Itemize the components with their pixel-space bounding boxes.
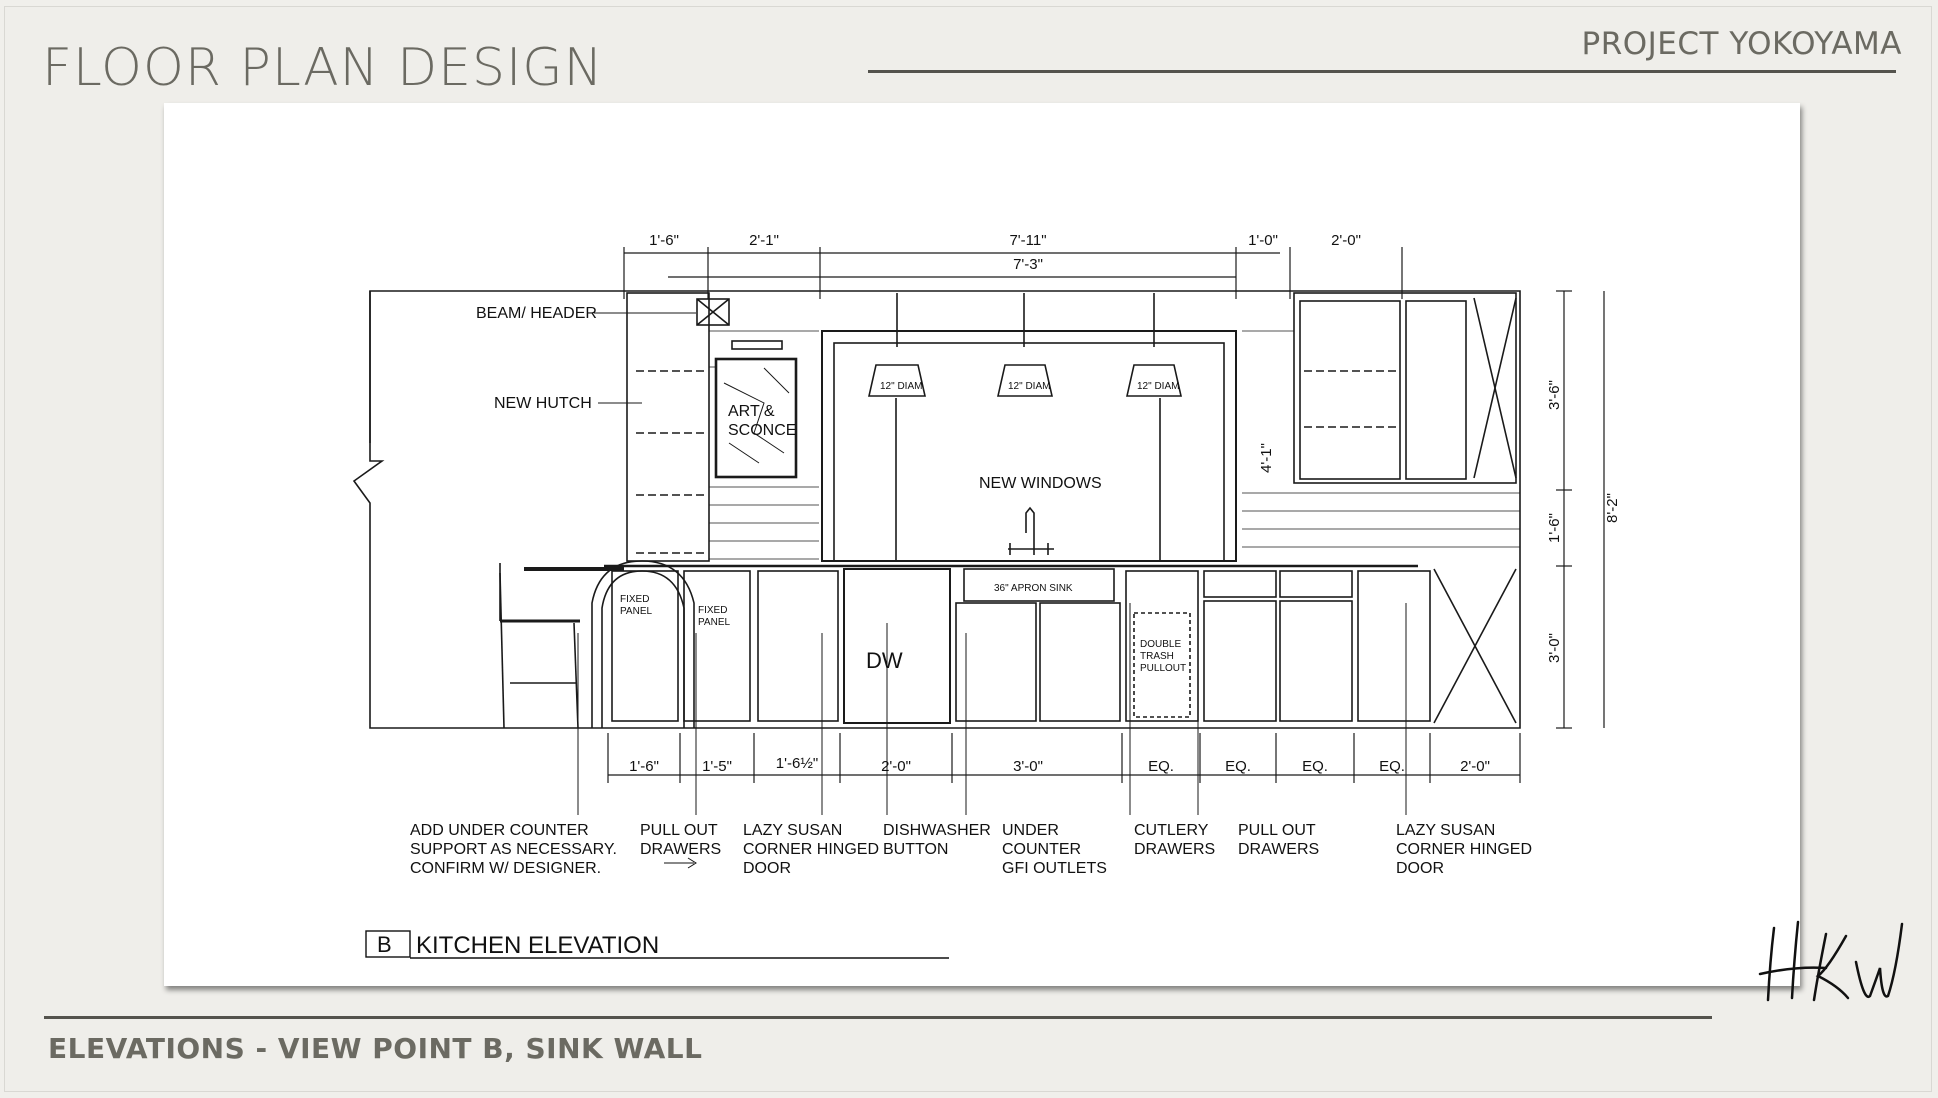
label-fixed-panel-1b: PANEL: [620, 606, 653, 617]
callout-pullout-drawers: [640, 822, 721, 868]
dim-top-2: 2'-1": [749, 232, 779, 249]
svg-text:CONFIRM W/ DESIGNER.: CONFIRM W/ DESIGNER.: [410, 860, 602, 877]
svg-text:CUTLERY: CUTLERY: [1134, 822, 1209, 839]
callout-leaders: [578, 313, 1406, 815]
callout-gfi-outlets: [1002, 822, 1107, 877]
svg-text:DISHWASHER: DISHWASHER: [883, 822, 991, 839]
tile-backsplash-right: [1242, 331, 1520, 547]
right-dimension-lines: [1556, 291, 1604, 728]
svg-text:PULL OUT: PULL OUT: [640, 822, 718, 839]
sconce: [732, 341, 782, 349]
hutch: [627, 293, 709, 561]
dim-bottom-5: 3'-0": [1013, 758, 1043, 775]
callout-dishwasher-button: [883, 822, 991, 858]
upper-cabinets: [1294, 293, 1516, 483]
svg-text:PULL OUT: PULL OUT: [1238, 822, 1316, 839]
svg-text:LAZY SUSAN: LAZY SUSAN: [1396, 822, 1496, 839]
label-dishwasher: DW: [866, 648, 903, 673]
label-beam-header: BEAM/ HEADER: [476, 305, 597, 322]
callout-support: [410, 822, 617, 877]
callout-pullout-drawers-right: [1238, 822, 1319, 858]
svg-text:LAZY SUSAN: LAZY SUSAN: [743, 822, 843, 839]
dim-bottom-9: EQ.: [1379, 758, 1405, 775]
page-title: FLOOR PLAN DESIGN: [42, 38, 604, 98]
drawing-sheet: [164, 103, 1800, 986]
header-divider: [868, 70, 1896, 73]
dim-top-5: 1'-0": [1248, 232, 1278, 249]
svg-text:UNDER: UNDER: [1002, 822, 1059, 839]
dim-bottom-4: 2'-0": [881, 758, 911, 775]
callout-lazy-susan-left: [743, 822, 879, 877]
dim-window-height: 4'-1": [1258, 443, 1275, 473]
label-art: ART &: [728, 403, 775, 420]
drawing-tag: B: [377, 932, 392, 957]
svg-text:DRAWERS: DRAWERS: [640, 841, 722, 858]
lazy-susan-cabinet: [758, 571, 838, 721]
cutlery-drawer: [1204, 571, 1276, 597]
svg-text:DRAWERS: DRAWERS: [1134, 841, 1216, 858]
upper-cabinet-door: [1406, 301, 1466, 479]
svg-text:BUTTON: BUTTON: [883, 841, 949, 858]
footer-divider: [44, 1016, 1712, 1019]
label-fixed-panel-2b: PANEL: [698, 617, 731, 628]
dim-right-3: 3'-0": [1546, 633, 1563, 663]
wall-outline: [354, 291, 1520, 728]
svg-text:CORNER HINGED: CORNER HINGED: [743, 841, 880, 858]
dim-right-1: 3'-6": [1546, 380, 1563, 410]
svg-text:DOOR: DOOR: [1396, 860, 1444, 877]
svg-text:ADD UNDER COUNTER: ADD UNDER COUNTER: [410, 822, 589, 839]
dim-bottom-7: EQ.: [1225, 758, 1251, 775]
svg-text:COUNTER: COUNTER: [1002, 841, 1082, 858]
label-pendant-size: 12" DIAM: [1008, 381, 1051, 392]
dim-bottom-10: 2'-0": [1460, 758, 1490, 775]
svg-text:GFI OUTLETS: GFI OUTLETS: [1002, 860, 1107, 877]
callout-lazy-susan-right: [1396, 822, 1532, 877]
label-new-windows: NEW WINDOWS: [979, 475, 1102, 492]
svg-text:SUPPORT AS NECESSARY.: SUPPORT AS NECESSARY.: [410, 841, 617, 858]
dim-top-6: 2'-0": [1331, 232, 1361, 249]
dim-bottom-6: EQ.: [1148, 758, 1174, 775]
dim-right-2: 1'-6": [1546, 513, 1563, 543]
bar-stool: [500, 563, 580, 728]
lazy-susan-cabinet-right: [1358, 571, 1430, 721]
svg-text:DOOR: DOOR: [743, 860, 791, 877]
faucet: [1008, 508, 1054, 555]
label-fixed-panel-2a: FIXED: [698, 605, 728, 616]
dim-bottom-3: 1'-6½": [775, 755, 819, 772]
project-title: PROJECT YOKOYAMA: [1581, 26, 1902, 62]
dim-bottom-8: EQ.: [1302, 758, 1328, 775]
pullout-drawer: [1280, 601, 1352, 721]
dim-bottom-2: 1'-5": [702, 758, 732, 775]
label-new-hutch: NEW HUTCH: [494, 395, 592, 412]
kitchen-elevation-drawing: [164, 103, 1800, 986]
drawing-title: KITCHEN ELEVATION: [416, 932, 660, 959]
label-sconce: SCONCE: [728, 422, 797, 439]
label-pendant-size: 12" DIAM: [880, 381, 923, 392]
dim-top-3: 7'-11": [1009, 232, 1047, 249]
dim-bottom-1: 1'-6": [629, 758, 659, 775]
svg-text:CORNER HINGED: CORNER HINGED: [1396, 841, 1533, 858]
label-apron-sink: 36" APRON SINK: [994, 583, 1073, 594]
dishwasher: [844, 569, 950, 723]
tile-backsplash-left: [709, 331, 819, 559]
sink-base-door: [956, 603, 1036, 721]
window-inner: [834, 343, 1224, 561]
label-fixed-panel-1a: FIXED: [620, 594, 650, 605]
svg-text:DRAWERS: DRAWERS: [1238, 841, 1320, 858]
pullout-drawer: [1204, 601, 1276, 721]
hkw-logo-icon: [1756, 916, 1906, 1008]
callout-cutlery-drawers: [1134, 822, 1215, 858]
label-trash-2: TRASH: [1140, 651, 1174, 662]
cutlery-drawer: [1280, 571, 1352, 597]
dim-right-4: 8'-2": [1604, 493, 1621, 523]
dim-top-4: 7'-3": [1013, 256, 1043, 273]
label-trash-1: DOUBLE: [1140, 639, 1182, 650]
sink-base-door: [1040, 603, 1120, 721]
label-pendant-size: 12" DIAM: [1137, 381, 1180, 392]
upper-cabinet-door: [1300, 301, 1400, 479]
label-trash-3: PULLOUT: [1140, 663, 1187, 674]
footer-title: ELEVATIONS - VIEW POINT B, SINK WALL: [48, 1032, 703, 1065]
dim-top-1: 1'-6": [649, 232, 679, 249]
